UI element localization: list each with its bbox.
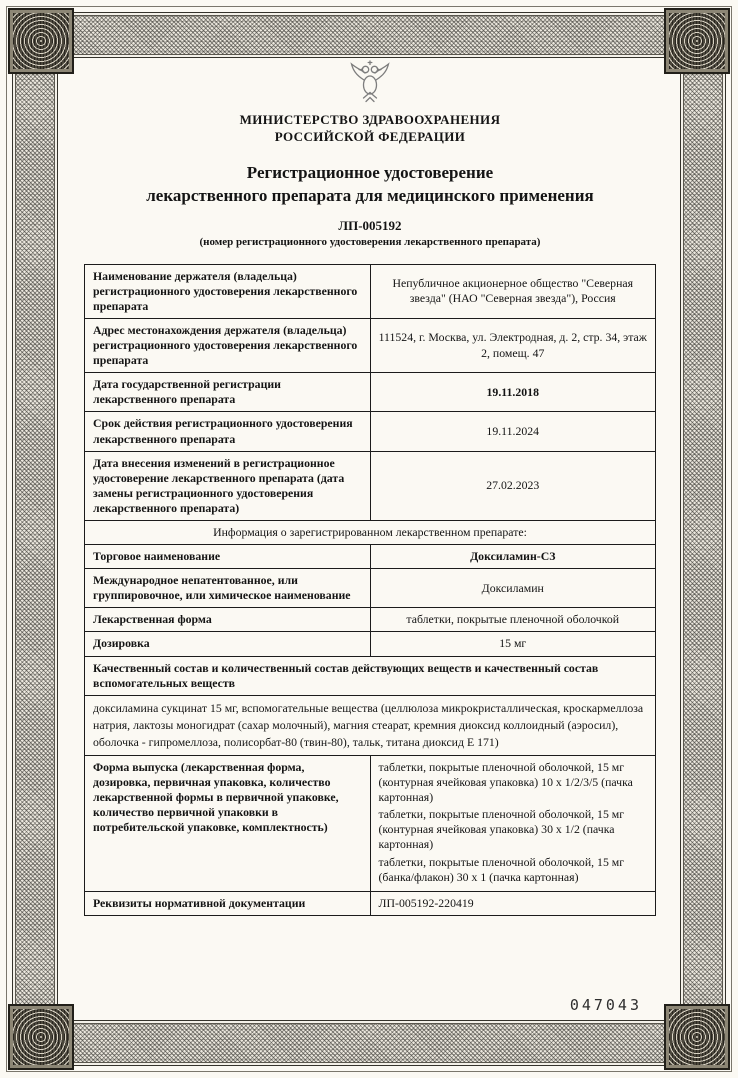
release-form-line: таблетки, покрытые пленочной оболочкой, 15 мг (контурная ячейковая упаковка) 10 х 1/2/3/5 (пачка картонная) (378, 760, 633, 805)
border-top-band (12, 12, 726, 58)
composition-text: доксиламина сукцинат 15 мг, вспомогательные вещества (целлюлоза микрокристаллическая, кроскармеллоза натрия, лактозы моногидрат (сахар молочный), магния стеарат, кремния диоксид коллоидный (аэросил), оболочка - гипромеллоза, полисорбат-80 (твин-80), тальк, титана диоксид Е 171) (85, 695, 656, 755)
ministry-line-1: МИНИСТЕРСТВО ЗДРАВООХРАНЕНИЯ (239, 112, 501, 127)
row-value: 15 мг (370, 632, 656, 656)
row-value: 27.02.2023 (370, 451, 656, 520)
document-title-line-1: Регистрационное удостоверение (246, 162, 494, 182)
row-value: Непубличное акционерное общество "Северная звезда" (НАО "Северная звезда"), Россия (370, 264, 656, 318)
table-row (85, 264, 656, 318)
row-label: Дата государственной регистрации лекарственного препарата (85, 373, 371, 412)
border-right-band (680, 12, 726, 1066)
border-corner-bottom-left (8, 1004, 74, 1070)
release-form-line: таблетки, покрытые пленочной оболочкой, 15 мг (контурная ячейковая упаковка) 30 х 1/2 (пачка картонная) (378, 807, 625, 852)
registration-number: ЛП-005192 (338, 217, 402, 233)
table-row (85, 632, 656, 656)
certificate-table (84, 264, 656, 916)
composition-header: Качественный состав и количественный состав действующих веществ и качественный состав вспомогательных веществ (85, 656, 656, 695)
border-bottom-band (12, 1020, 726, 1066)
registration-number-caption: (номер регистрационного удостоверения лекарственного препарата) (199, 235, 541, 248)
coat-of-arms-icon (348, 58, 392, 108)
row-value: Доксиламин (370, 569, 656, 608)
row-label: Торговое наименование (85, 545, 371, 569)
section-header-row (85, 520, 656, 544)
row-value: ЛП-005192-220419 (370, 891, 656, 915)
row-label: Международное непатентованное, или группировочное, или химическое наименование (85, 569, 371, 608)
row-label: Форма выпуска (лекарственная форма, дозировка, первичная упаковка, количество лекарственной формы в первичной упаковке, количество первичной упаковки в потребительской упаковке, комплектность) (85, 756, 371, 892)
row-label: Срок действия регистрационного удостоверения лекарственного препарата (85, 412, 371, 451)
ministry-name (84, 112, 656, 146)
row-value: 19.11.2024 (370, 412, 656, 451)
border-corner-bottom-right (664, 1004, 730, 1070)
row-value: 111524, г. Москва, ул. Электродная, д. 2, стр. 34, этаж 2, помещ. 47 (370, 318, 656, 372)
row-value (370, 756, 656, 892)
release-form-row (85, 756, 656, 892)
row-label: Адрес местонахождения держателя (владельца) регистрационного удостоверения лекарственного препарата (85, 318, 371, 372)
table-row (85, 373, 656, 412)
row-label: Дата внесения изменений в регистрационное удостоверение лекарственного препарата (дата замены регистрационного удостоверения лекарственного препарата) (85, 451, 371, 520)
row-value: Доксиламин-СЗ (370, 545, 656, 569)
ministry-line-2: РОССИЙСКОЙ ФЕДЕРАЦИИ (274, 128, 466, 144)
border-left-band (12, 12, 58, 1066)
requisites-row (85, 891, 656, 915)
section-header: Информация о зарегистрированном лекарственном препарате: (85, 520, 656, 544)
table-row (85, 451, 656, 520)
table-row (85, 608, 656, 632)
row-label: Наименование держателя (владельца) регистрационного удостоверения лекарственного препарата (85, 264, 371, 318)
document-title (84, 162, 656, 208)
border-corner-top-right (664, 8, 730, 74)
row-value: таблетки, покрытые пленочной оболочкой (370, 608, 656, 632)
certificate-content (84, 58, 656, 916)
composition-header-row (85, 656, 656, 695)
serial-number: 047043 (569, 996, 642, 1014)
table-row (85, 569, 656, 608)
table-row (85, 318, 656, 372)
table-row (85, 412, 656, 451)
document-title-line-2: лекарственного препарата для медицинского применения (146, 185, 594, 205)
release-form-line: таблетки, покрытые пленочной оболочкой, 15 мг (банка/флакон) 30 х 1 (пачка картонная) (378, 854, 625, 884)
row-label: Дозировка (85, 632, 371, 656)
border-corner-top-left (8, 8, 74, 74)
row-label: Лекарственная форма (85, 608, 371, 632)
table-row (85, 545, 656, 569)
composition-text-row (85, 695, 656, 755)
row-label: Реквизиты нормативной документации (85, 891, 371, 915)
row-value: 19.11.2018 (370, 373, 656, 412)
